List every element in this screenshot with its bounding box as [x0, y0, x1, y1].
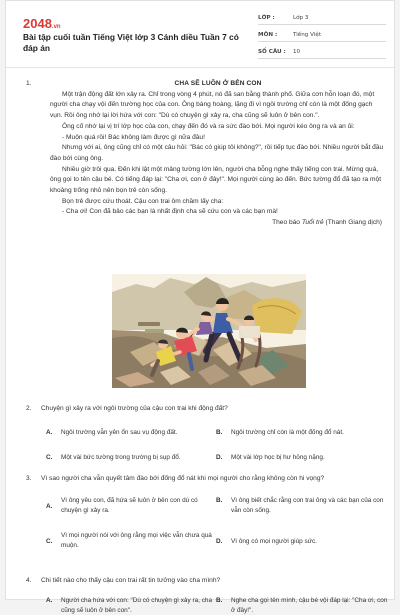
option-letter: A.	[46, 503, 53, 510]
option-text: Nghe cha gọi tên mình, cậu bé vội đáp lại: "Cha ơi, con ở đây!".	[231, 597, 388, 614]
earthquake-illustration	[112, 274, 306, 388]
source-suffix: (Thanh Giang dịch)	[325, 219, 382, 227]
logo-sub: .vn	[51, 24, 61, 30]
option-text: Ngôi trường vẫn yên ổn sau vụ động đất.	[61, 429, 178, 436]
source-title: Tuổi trẻ	[301, 219, 324, 227]
question-text: Chuyện gì xảy ra với ngôi trường của cậu con trai khi động đất?	[41, 405, 228, 412]
option-letter: D.	[216, 454, 223, 461]
worksheet-title: Bài tập cuối tuần Tiếng Việt lớp 3 Cánh diều Tuần 7 có đáp án	[23, 32, 239, 53]
question-text: Chi tiết nào cho thấy cậu con trai rất tin tưởng vào cha mình?	[41, 577, 221, 584]
meta-class-value: Lớp 3	[293, 14, 309, 21]
question-number: 2.	[26, 405, 32, 412]
story-paragraph: Một trận động đất lớn xảy ra. Chỉ trong vòng 4 phút, nó đã san bằng thành phố. Giữa cơn hỗn loạn đó, một người cha chạy vội đến trường học của con. Ông bàng hoàng, lặng đi vì ngôi trường chỉ còn là một đống gạch vụn. Rồi ông nhớ lại lời hứa với con: "Dù có chuyện gì xảy ra, cha cũng sẽ luôn ở bên con.".	[50, 90, 375, 120]
option-text: Một vài bức tường trong trường bị sụp đổ.	[61, 454, 181, 461]
story-paragraph: Nhiều giờ trôi qua. Đến khi lật một mảng tường lớn lên, người cha bỗng nghe thấy tiếng con trai. Mừng quá, ông gọi to tên cậu bé. Có tiếng đáp lại: "Cha ơi, con ở đây!". Mọi người cùng ào đến. Bức tường đổ đã tạo ra một khoảng trống nhỏ nên bọn trẻ còn sống.	[50, 165, 382, 195]
option-text: Vì ông biết chắc rằng con trai ông và các bạn của con vẫn còn sống.	[231, 497, 384, 514]
worksheet-content	[26, 79, 388, 614]
earthquake-illustration-art	[112, 274, 306, 388]
worksheet-header	[6, 1, 394, 68]
story-paragraph: - Cha ơi! Con đã bảo các bạn là nhất định cha sẽ cứu con và các bạn mà!	[62, 208, 278, 216]
option-letter: A.	[46, 597, 53, 604]
meta-subject-label: MÔN :	[258, 31, 278, 38]
story-paragraph: - Muộn quá rồi! Bác không làm được gì nữa đâu!	[62, 133, 205, 141]
story-paragraph: Bọn trẻ được cứu thoát. Cậu con trai ôm chầm lấy cha:	[62, 197, 224, 205]
option-letter: C.	[46, 454, 53, 461]
option-text: Vì ông có mọi người giúp sức.	[231, 538, 317, 545]
meta-count-value: 10	[293, 48, 301, 55]
question-number: 1.	[26, 80, 32, 87]
site-logo[interactable]	[23, 16, 61, 31]
meta-subject-row	[258, 28, 386, 42]
option-letter: A.	[46, 429, 53, 436]
option-letter: B.	[216, 497, 223, 504]
meta-count-row	[258, 45, 386, 59]
question-text: Vì sao người cha vẫn quyết tâm đào bới đống đổ nát khi mọi người cho rằng không còn hi vọng?	[41, 475, 325, 482]
story-source	[50, 218, 386, 229]
option-text: Người cha hứa với con: "Dù có chuyện gì xảy ra, cha cũng sẽ luôn ở bên con".	[61, 597, 212, 614]
option-text: Một vài lớp học bị hư hỏng nặng.	[231, 454, 325, 461]
meta-class-label: LỚP :	[258, 14, 275, 21]
worksheet-page	[5, 0, 395, 614]
meta-count-label: SỐ CÂU :	[258, 48, 286, 55]
option-letter: B.	[216, 597, 223, 604]
meta-class-row	[258, 11, 386, 25]
story-paragraph: Ông cố nhớ lại vị trí lớp học của con, chạy đến đó và ra sức đào bới. Mọi người kéo ông ra và an ủi:	[62, 122, 355, 130]
option-letter: C.	[46, 538, 53, 545]
question-1	[26, 79, 386, 229]
option-text: Ngôi trường chỉ còn là một đống đổ nát.	[231, 429, 344, 436]
story-paragraph: Nhưng với ai, ông cũng chỉ có một câu hỏi: "Bác có giúp tôi không?", rồi tiếp tục đào bới. Nhiều người bắt đầu đào bới cùng ông.	[50, 144, 384, 162]
story-title: CHA SẼ LUÔN Ở BÊN CON	[174, 80, 262, 87]
logo-main: 2048	[23, 16, 52, 31]
meta-subject-value: Tiếng Việt	[293, 31, 322, 38]
option-text: Vì mọi người nói với ông rằng mọi việc vẫn chưa quá muộn.	[61, 532, 212, 549]
option-text: Vì ông yêu con, đã hứa sẽ luôn ở bên con dù có chuyện gì xảy ra.	[61, 497, 198, 514]
worksheet-meta	[258, 11, 386, 62]
source-prefix: Theo báo	[272, 219, 300, 227]
question-number: 4.	[26, 577, 32, 584]
question-number: 3.	[26, 475, 32, 482]
option-letter: B.	[216, 429, 223, 436]
option-letter: D.	[216, 538, 223, 545]
